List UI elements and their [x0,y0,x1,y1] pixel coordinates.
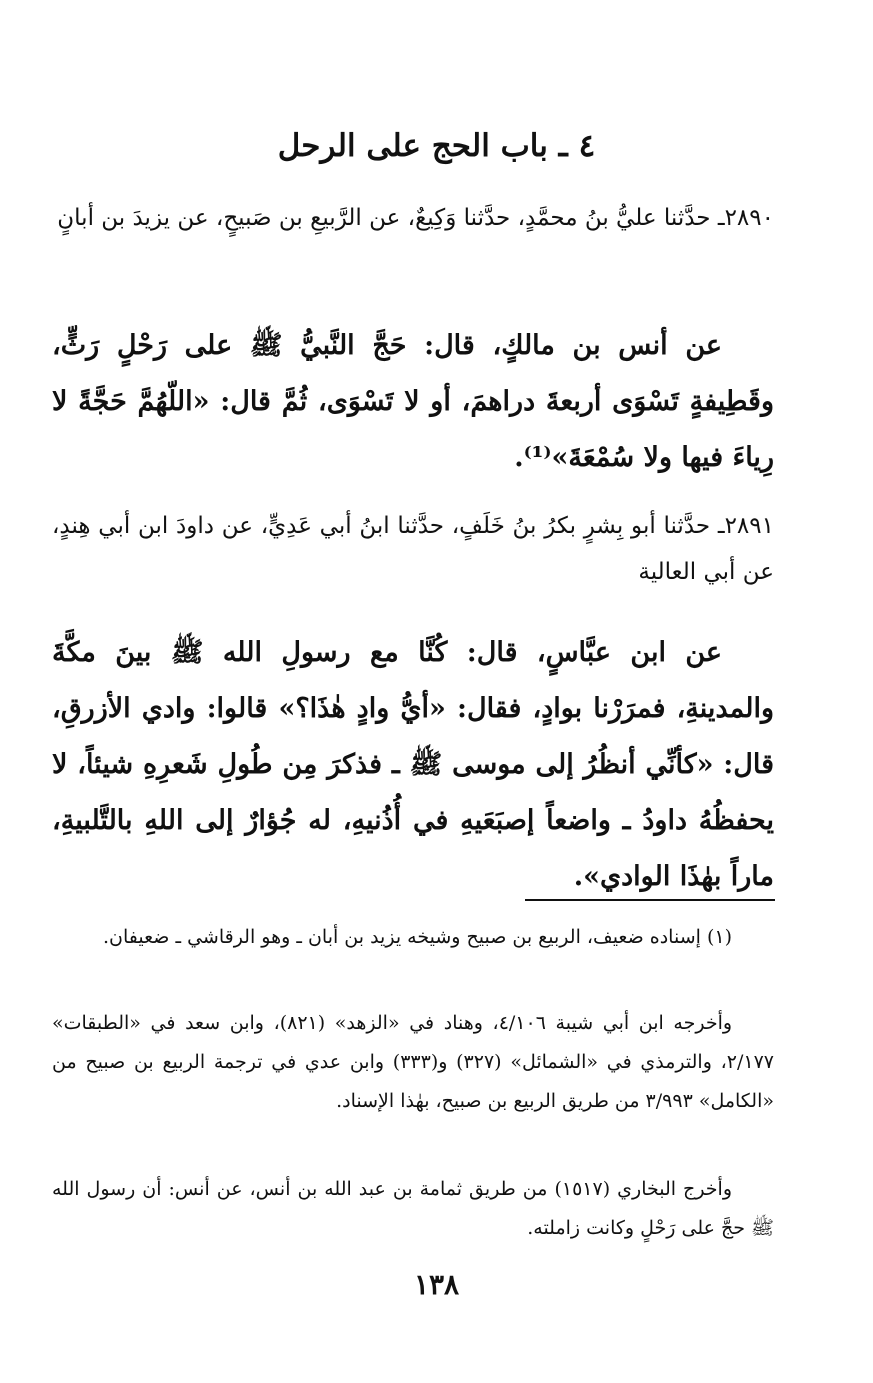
footnote-2: وأخرجه ابن أبي شيبة ٤/١٠٦، وهناد في «الزهد» (٨٢١)، وابن سعد في «الطبقات» ٢/١٧٧، والترمذي في «الشمائل» (٣٢٧) و(٣٣٣) وابن عدي في ترجمة الربيع بن صبيح من «الكامل» ٣/٩٩٣ من طريق الربيع بن صبيح، بهٰذا الإسناد. [52,1012,774,1112]
footnote-3: وأخرج البخاري (١٥١٧) من طريق ثمامة بن عبد الله بن أنس، عن أنس: أن رسول الله ﷺ حجَّ على رَحْلٍ وكانت زاملته. [52,1178,774,1239]
hadith-2891-isnad: ٢٨٩١ـ حدَّثنا أبو بِشرٍ بكرُ بنُ خَلَفٍ، حدَّثنا ابنُ أبي عَدِيٍّ، عن داودَ ابن أبي هِندٍ، عن أبي العالية [52,513,774,585]
hadith-2890-isnad: ٢٨٩٠ـ حدَّثنا عليُّ بنُ محمَّدٍ، حدَّثنا وَكِيعٌ، عن الرَّبيعِ بن صَبيحٍ، عن يزيدَ بن أبانٍ [57,205,774,231]
footnote-1: (١) إسناده ضعيف، الربيع بن صبيح وشيخه يزيد بن أبان ـ وهو الرقاشي ـ ضعيفان. [103,926,732,948]
chapter-title: ٤ ـ باب الحج على الرحل [277,128,596,164]
hadith-2890-matn: عن أنس بن مالكٍ، قال: حَجَّ النَّبيُّ ﷺ على رَحْلٍ رَثٍّ، وقَطِيفةٍ تَسْوَى أربعةَ دراهمَ، أو لا تَسْوَى، ثُمَّ قال: «اللّهُمَّ حَجَّةً لا رِياءَ فيها ولا سُمْعَةَ»⁽¹⁾. [52,330,774,473]
footnote-separator [525,899,775,901]
page-number: ١٣٨ [413,1268,460,1301]
hadith-2891-matn: عن ابن عبَّاسٍ، قال: كُنَّا مع رسولِ الله ﷺ بينَ مكَّةَ والمدينةِ، فمرَرْنا بوادٍ، فقال: «أيُّ وادٍ هٰذَا؟» قالوا: وادي الأزرقِ، قال: «كأنِّي أنظُرُ إلى موسى ﷺ ـ فذكرَ مِن طُولِ شَعرِهِ شيئاً، لا يحفظُهُ داودُ ـ واضعاً إصبَعَيهِ في أُذُنيهِ، له جُؤارٌ إلى اللهِ بالتَّلبيةِ، ماراً بهٰذَا الوادي». [52,637,774,892]
